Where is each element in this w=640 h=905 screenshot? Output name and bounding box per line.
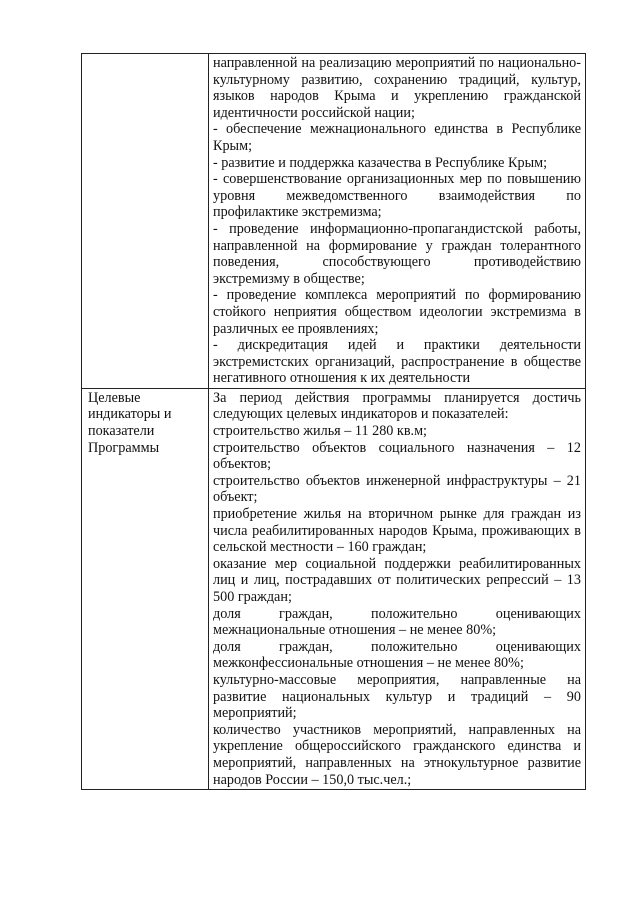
indicator-paragraph: За период действия программы планируется достичь следующих целевых индикаторов и показателей:	[213, 389, 581, 423]
indicator-paragraph: оказание мер социальной поддержки реабилитированных лиц и лиц, пострадавших от политических репрессий – 13 500 граждан;	[213, 555, 581, 605]
indicator-paragraph: культурно-массовые мероприятия, направленные на развитие национальных культур и традиций – 90 мероприятий;	[213, 671, 581, 722]
indicator-paragraph: доля граждан, положительно оценивающих межконфессиональные отношения – не менее 80%;	[213, 638, 581, 672]
row2-label-cell	[82, 388, 209, 789]
indicator-paragraph: приобретение жилья на вторичном рынке для граждан из числа реабилитированных народов Крыма, проживающих в сельской местности – 160 граждан;	[213, 506, 581, 556]
row1-paragraph: - совершенствование организационных мер по повышению уровня межведомственного взаимодействия по профилактике экстремизма;	[213, 171, 581, 221]
program-passport-table	[81, 53, 586, 790]
row1-paragraph: - проведение информационно-пропагандистской работы, направленной на формирование у граждан толерантного поведения, способствующего противодействию экстремизму в обществе;	[213, 220, 581, 287]
row1-content-cell	[209, 54, 586, 389]
row1-paragraph: - дискредитация идей и практики деятельности экстремистских организаций, распространение в обществе негативного отношения к их деятельности	[213, 337, 581, 387]
indicators-label-line: Программы	[88, 439, 160, 456]
row1-paragraph: - обеспечение межнационального единства в Республике Крым;	[213, 121, 581, 154]
indicators-label-line: показатели	[88, 423, 155, 440]
indicators-label-line: индикаторы и	[88, 406, 172, 423]
row1-label-cell	[82, 54, 209, 389]
row1-paragraph: - развитие и поддержка казачества в Республике Крым;	[213, 154, 548, 171]
indicator-paragraph: количество участников мероприятий, направленных на укрепление общероссийского гражданского единства и мероприятий, направленных на этнокультурное развитие народов России – 150,0 тыс.чел.;	[213, 721, 581, 788]
indicator-paragraph: доля граждан, положительно оценивающих межнациональные отношения – не менее 80%;	[213, 605, 581, 639]
indicator-paragraph: строительство объектов социального назначения – 12 объектов;	[213, 439, 581, 473]
row1-paragraph: - проведение комплекса мероприятий по формированию стойкого неприятия обществом идеологии экстремизма в различных ее проявлениях;	[213, 287, 581, 337]
indicator-paragraph: строительство объектов инженерной инфраструктуры – 21 объект;	[213, 472, 581, 506]
table-row-tasks	[82, 54, 586, 389]
indicators-label-line: Целевые	[88, 389, 141, 406]
row1-paragraph: направленной на реализацию мероприятий по национально-культурному развитию, сохранению традиций, культур, языков народов Крыма и укреплению гражданской идентичности российской нации;	[213, 55, 581, 121]
indicator-paragraph: строительство жилья – 11 280 кв.м;	[213, 423, 427, 440]
table-row-indicators	[82, 388, 586, 789]
row2-content-cell	[209, 388, 586, 789]
